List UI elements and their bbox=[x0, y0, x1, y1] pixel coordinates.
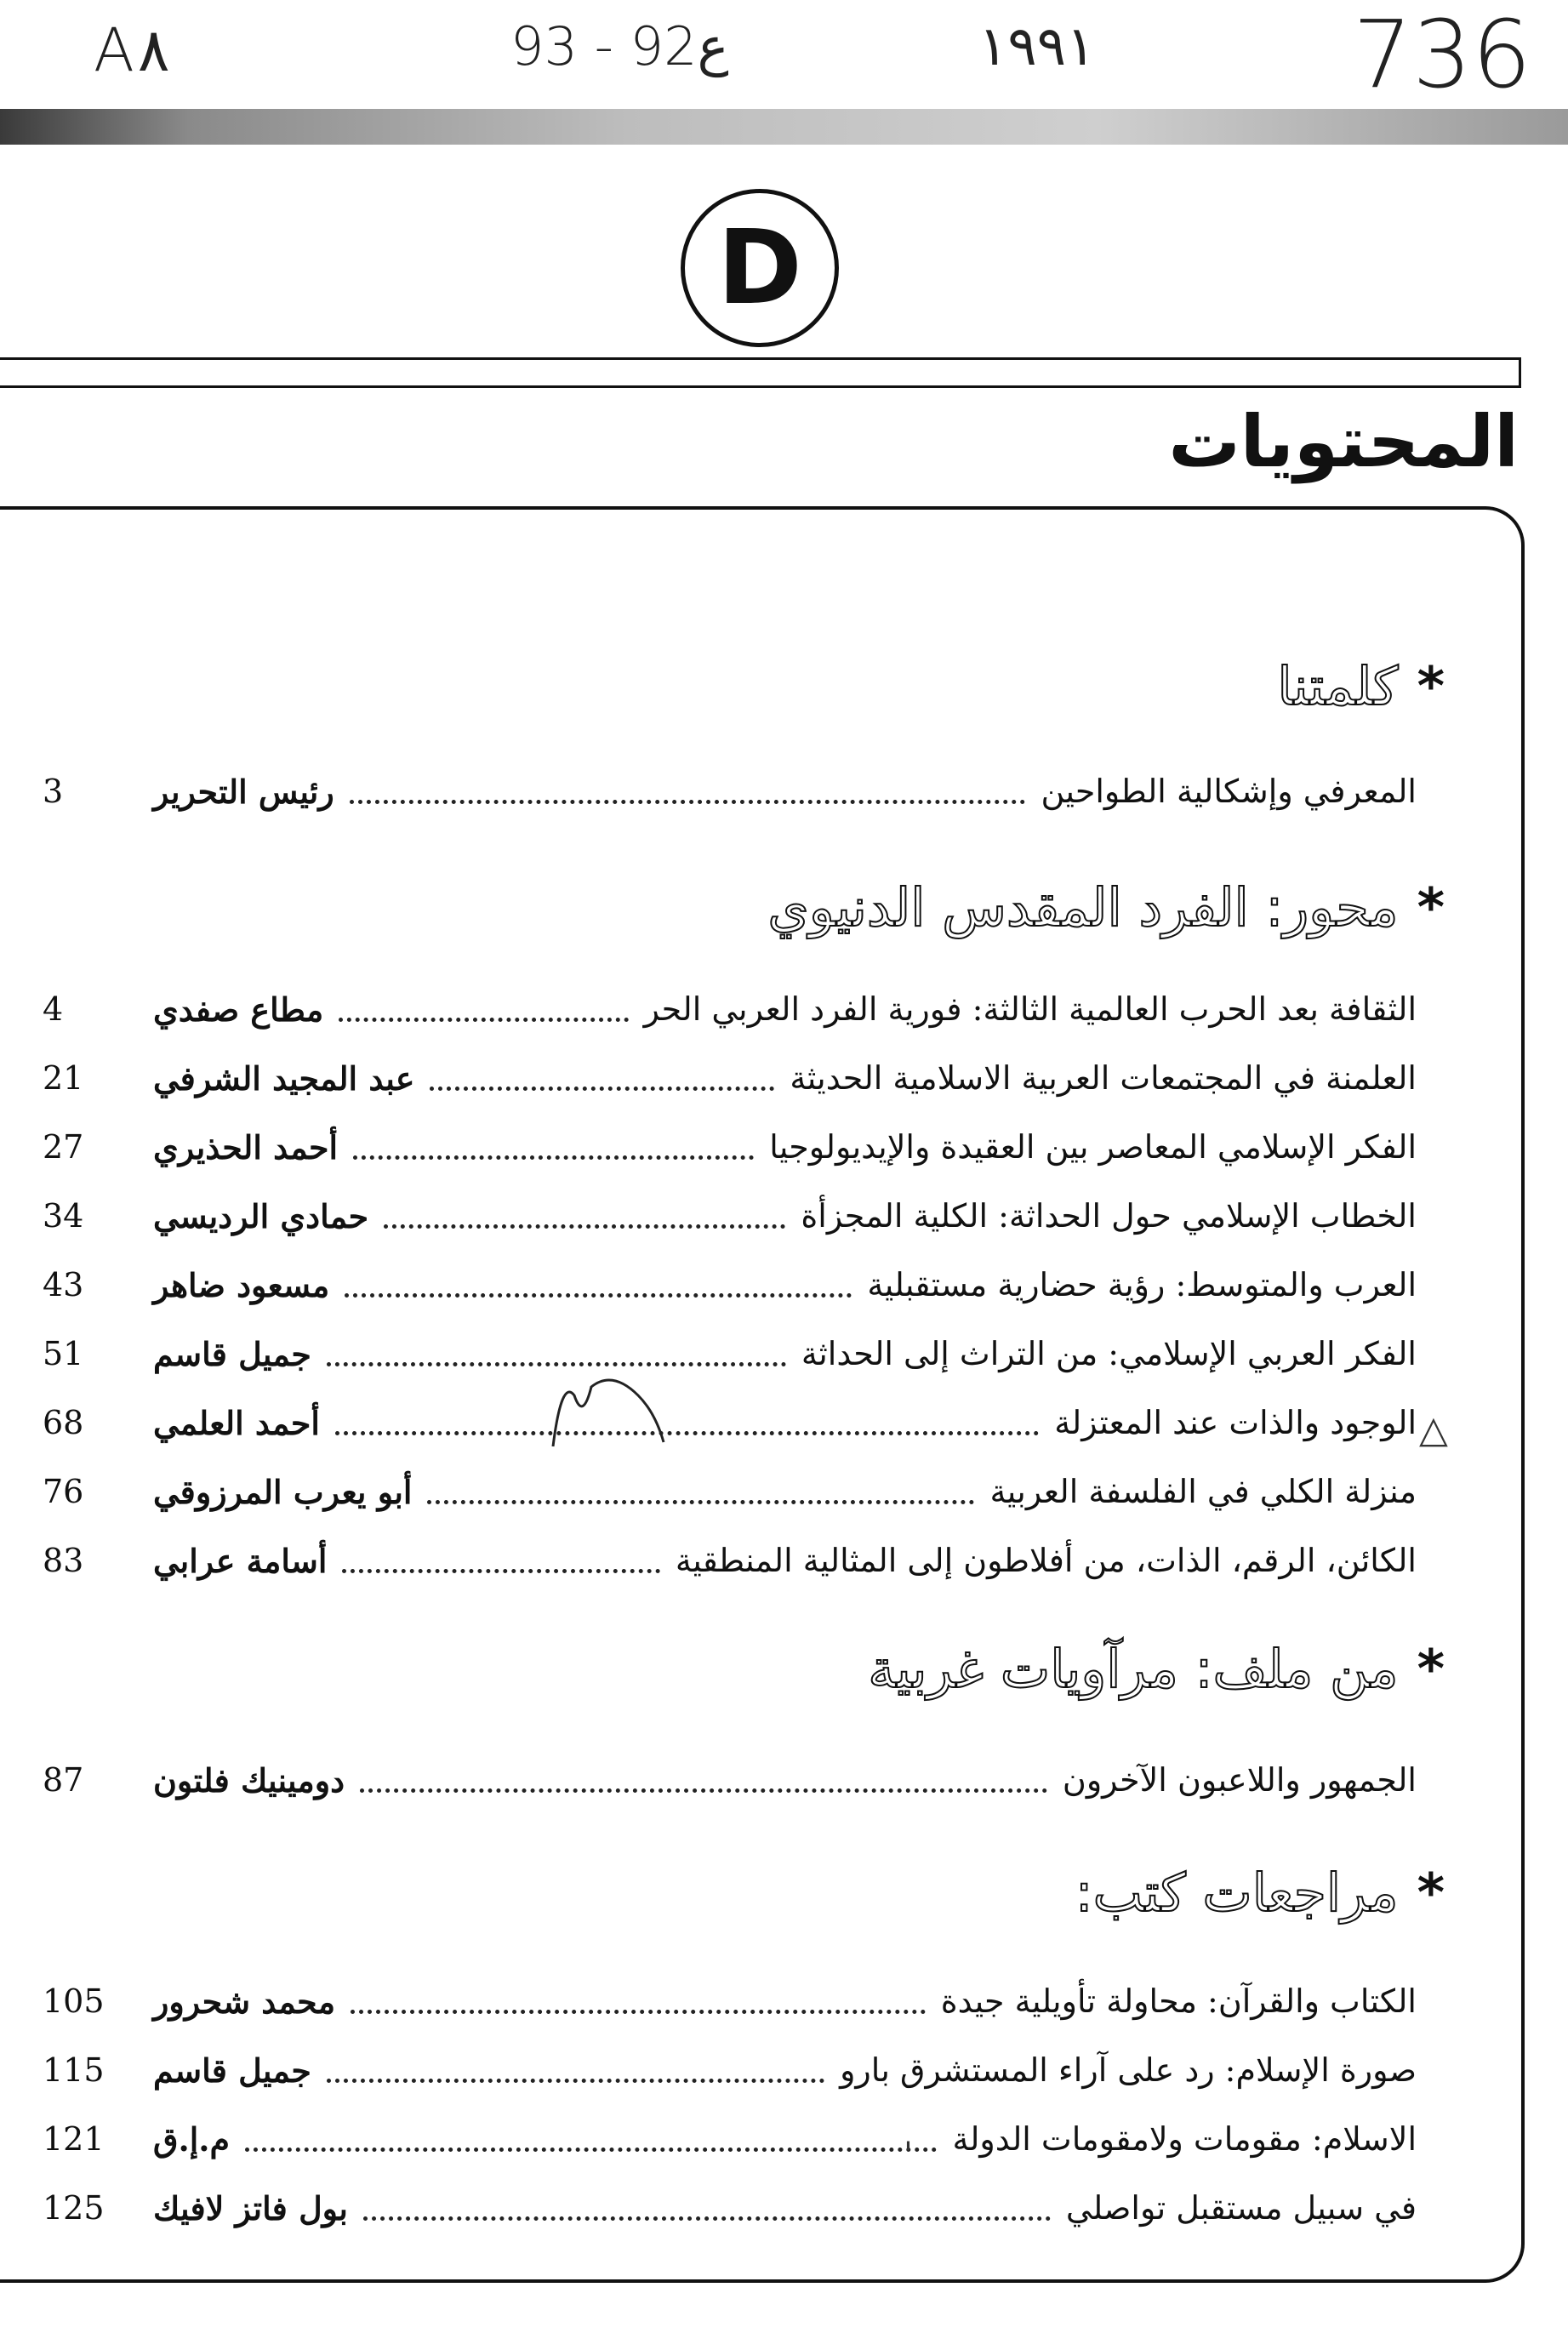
entry-page: 121 bbox=[43, 2120, 105, 2158]
toc-entry bbox=[43, 985, 1417, 1033]
entry-title: الجمهور واللاعبون الآخرون bbox=[1062, 1761, 1417, 1799]
entry-author: أبو يعرب المرزوقي bbox=[153, 1472, 413, 1511]
entry-author: أحمد الحذيري bbox=[153, 1127, 339, 1166]
toc-entry bbox=[43, 1330, 1417, 1378]
entry-author: مطاع صفدي bbox=[153, 990, 324, 1029]
leader-dots bbox=[335, 1431, 1039, 1435]
section-heading bbox=[1075, 1862, 1445, 1924]
entry-author: جميل قاسم bbox=[153, 1334, 311, 1373]
toc-entry bbox=[43, 767, 1417, 815]
leader-dots bbox=[245, 2148, 937, 2152]
margin-triangle-mark: △ bbox=[1419, 1408, 1448, 1452]
toc-entry bbox=[43, 1192, 1417, 1240]
entry-title: الخطاب الإسلامي حول الحداثة: الكلية المجزأة bbox=[801, 1197, 1417, 1235]
entry-page: 21 bbox=[43, 1059, 84, 1097]
entry-title: العلمنة في المجتمعات العربية الاسلامية الحديثة bbox=[790, 1059, 1417, 1097]
entry-title: العرب والمتوسط: رؤية حضارية مستقبلية bbox=[867, 1266, 1417, 1303]
handwritten-code: A٨ bbox=[94, 15, 170, 85]
header-bar bbox=[0, 109, 1568, 145]
entry-page: 68 bbox=[43, 1404, 84, 1441]
stray-mark: ' bbox=[904, 2136, 913, 2175]
entry-page: 87 bbox=[43, 1761, 84, 1799]
entry-title: الكتاب والقرآن: محاولة تأويلية جيدة bbox=[940, 1982, 1417, 2020]
entry-title: الاسلام: مقومات ولامقومات الدولة bbox=[952, 2120, 1417, 2158]
entry-author: مسعود ضاهر bbox=[153, 1265, 330, 1304]
toc-entry bbox=[43, 1977, 1417, 2025]
handwritten-issue: 93 - 92ع bbox=[510, 15, 729, 77]
entry-page: 43 bbox=[43, 1266, 84, 1303]
entry-page: 115 bbox=[43, 2051, 105, 2089]
leader-dots bbox=[342, 1569, 659, 1573]
section-title: كلمتنا bbox=[1277, 655, 1399, 717]
title-rule bbox=[0, 357, 1521, 388]
page-title: المحتويات bbox=[1168, 400, 1519, 483]
toc-entry bbox=[43, 1756, 1417, 1804]
leader-dots bbox=[351, 2010, 926, 2014]
leader-dots bbox=[353, 1155, 754, 1160]
logo bbox=[681, 189, 839, 347]
entry-title: الوجود والذات عند المعتزلة bbox=[1054, 1404, 1417, 1441]
entry-author: عبد المجيد الشرفي bbox=[153, 1058, 415, 1098]
entry-title: الكائن، الرقم، الذات، من أفلاطون إلى المثالية المنطقية bbox=[675, 1542, 1417, 1579]
leader-dots bbox=[350, 800, 1026, 804]
section-marker: * bbox=[1417, 1862, 1445, 1924]
section-title: مراجعات كتب: bbox=[1075, 1862, 1399, 1924]
entry-author: محمد شحرور bbox=[153, 1982, 336, 2021]
entry-page: 125 bbox=[43, 2189, 105, 2227]
handwritten-number: 736 bbox=[1353, 0, 1531, 109]
section-title: محور: الفرد المقدس الدنيوي bbox=[767, 876, 1399, 938]
entry-author: أحمد العلمي bbox=[153, 1403, 320, 1442]
entry-author: حمادي الرديسي bbox=[153, 1196, 369, 1235]
section-heading bbox=[767, 876, 1445, 938]
leader-dots bbox=[345, 1293, 852, 1298]
leader-dots bbox=[360, 1788, 1047, 1793]
handwritten-year: ١٩٩١ bbox=[978, 15, 1096, 78]
entry-title: في سبيل مستقبل تواصلي bbox=[1065, 2189, 1417, 2227]
entry-page: 83 bbox=[43, 1542, 84, 1579]
section-title: من ملف: مرآويات غربية bbox=[868, 1638, 1399, 1700]
entry-author: جميل قاسم bbox=[153, 2051, 311, 2090]
entry-author: رئيس التحرير bbox=[153, 772, 334, 811]
entry-author: أسامة عرابي bbox=[153, 1541, 328, 1580]
entry-title: المعرفي وإشكالية الطواحين bbox=[1041, 773, 1417, 810]
toc-entry bbox=[43, 1054, 1417, 1102]
entry-page: 105 bbox=[43, 1982, 105, 2020]
entry-author: دومينيك فلتون bbox=[153, 1760, 345, 1800]
section-heading bbox=[1277, 655, 1445, 717]
entry-title: الفكر العربي الإسلامي: من التراث إلى الحداثة bbox=[801, 1335, 1417, 1372]
entry-author: م.إ.ق bbox=[153, 2119, 231, 2159]
toc-entry bbox=[43, 1123, 1417, 1171]
pen-scribble bbox=[545, 1361, 672, 1463]
toc-entry bbox=[43, 1537, 1417, 1584]
toc-entry bbox=[43, 2184, 1417, 2232]
leader-dots bbox=[327, 2079, 824, 2083]
entry-page: 34 bbox=[43, 1197, 84, 1235]
leader-dots bbox=[363, 2216, 1051, 2221]
leader-dots bbox=[430, 1087, 774, 1091]
toc-entry bbox=[43, 2046, 1417, 2094]
entry-page: 4 bbox=[43, 990, 64, 1028]
leader-dots bbox=[427, 1500, 974, 1504]
toc-entry bbox=[43, 1399, 1417, 1446]
entry-page: 76 bbox=[43, 1473, 84, 1510]
entry-page: 51 bbox=[43, 1335, 84, 1372]
toc-entry bbox=[43, 2115, 1417, 2163]
section-marker: * bbox=[1417, 655, 1445, 717]
entry-title: صورة الإسلام: رد على آراء المستشرق بارو bbox=[840, 2051, 1417, 2089]
entry-title: منزلة الكلي في الفلسفة العربية bbox=[989, 1473, 1417, 1510]
logo-letter: D bbox=[717, 208, 802, 328]
section-heading bbox=[868, 1638, 1445, 1700]
entry-page: 3 bbox=[43, 773, 64, 810]
section-marker: * bbox=[1417, 1638, 1445, 1700]
leader-dots bbox=[339, 1018, 628, 1022]
entry-page: 27 bbox=[43, 1128, 84, 1166]
entry-title: الفكر الإسلامي المعاصر بين العقيدة والإيديولوجيا bbox=[769, 1128, 1417, 1166]
leader-dots bbox=[384, 1224, 785, 1229]
entry-author: بول فاتز لافيك bbox=[153, 2188, 348, 2227]
toc-entry bbox=[43, 1468, 1417, 1515]
section-marker: * bbox=[1417, 876, 1445, 938]
entry-title: الثقافة بعد الحرب العالمية الثالثة: فورية الفرد العربي الحر bbox=[643, 990, 1417, 1028]
toc-entry bbox=[43, 1261, 1417, 1309]
